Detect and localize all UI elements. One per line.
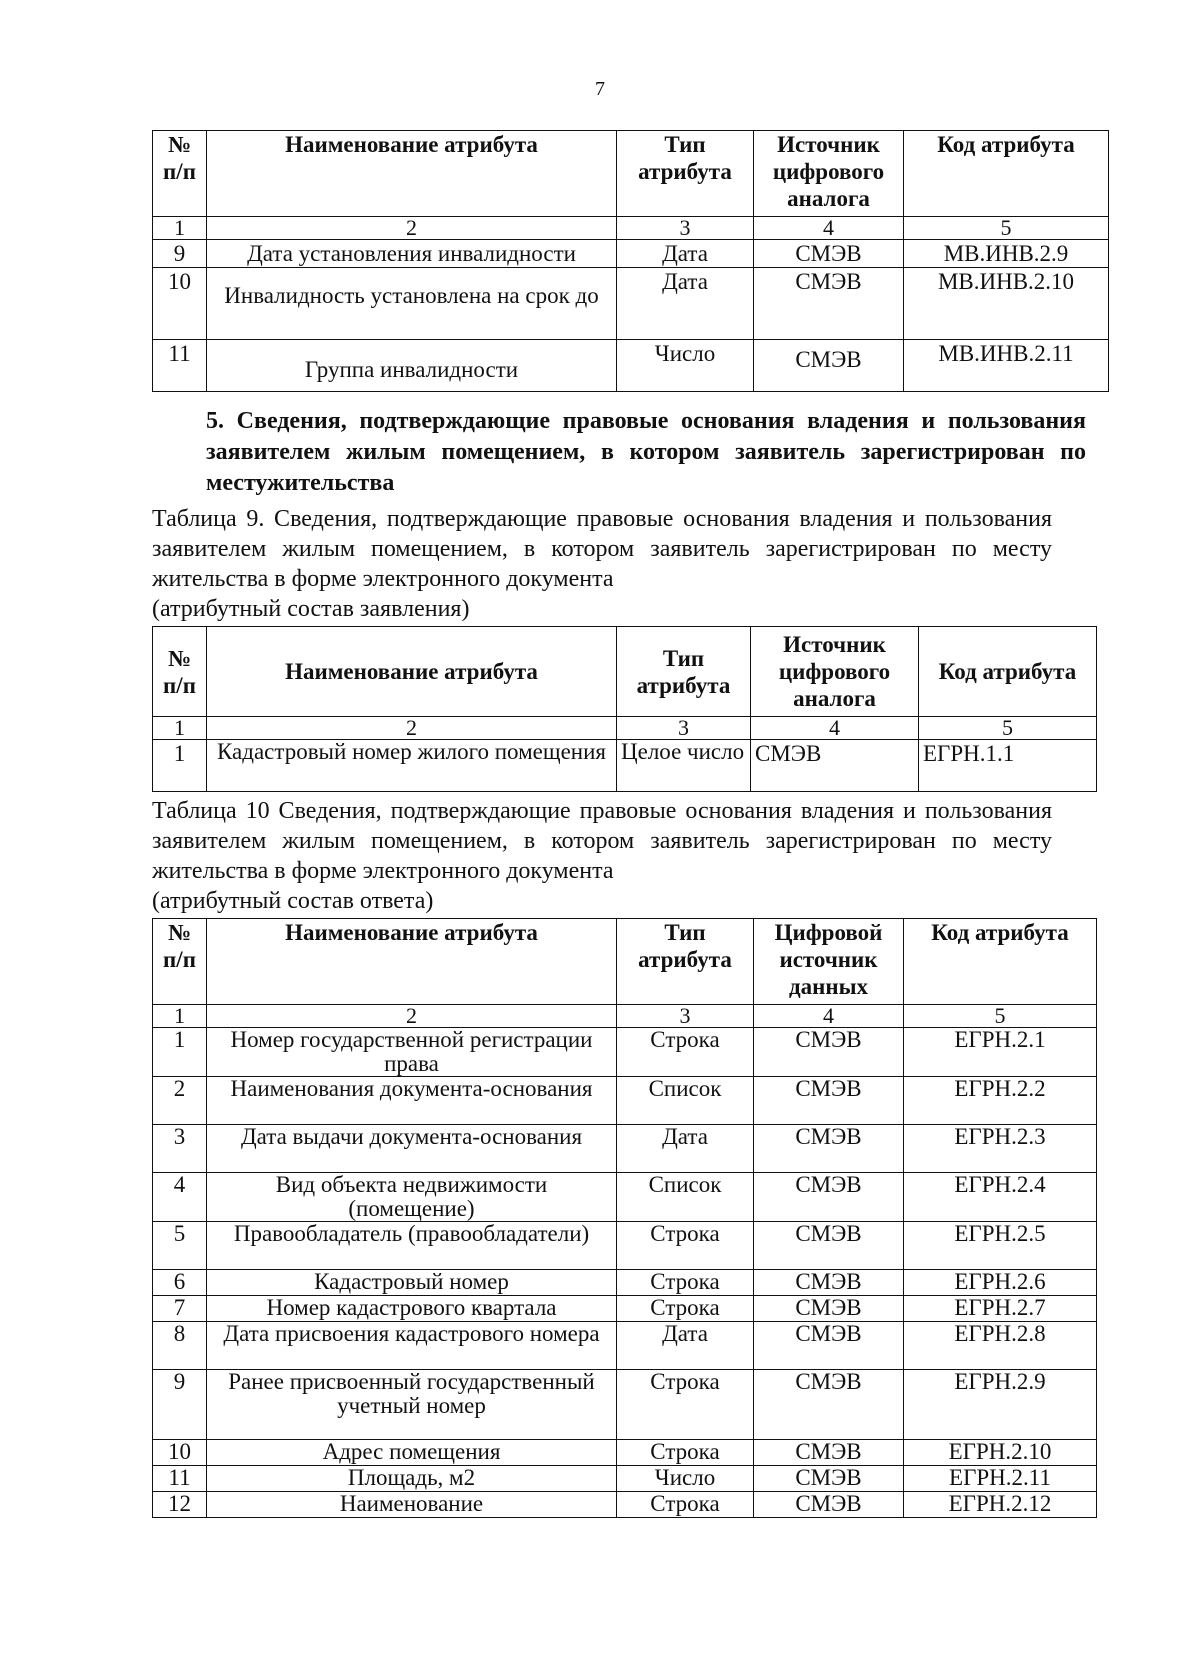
attribute-type: Число [617, 1466, 754, 1492]
table-row [153, 240, 1109, 268]
row-number: 8 [153, 1322, 207, 1370]
attribute-source: СМЭВ [754, 1270, 904, 1296]
attribute-code: ЕГРН.2.1 [904, 1028, 1097, 1077]
header-cell: Наименование атрибута [207, 627, 617, 717]
attribute-source: СМЭВ [754, 268, 904, 340]
attribute-code: ЕГРН.1.1 [919, 740, 1097, 792]
row-number: 9 [153, 1370, 207, 1440]
attribute-type: Строка [617, 1492, 754, 1518]
attribute-type: Список [617, 1173, 754, 1222]
header-cell: Цифровой источник данных [754, 919, 904, 1005]
table-row [153, 340, 1109, 392]
table-header-row [153, 131, 1109, 217]
attribute-type: Строка [617, 1222, 754, 1270]
column-number: 2 [207, 1005, 617, 1028]
attribute-source: СМЭВ [754, 1125, 904, 1173]
attribute-type: Список [617, 1077, 754, 1125]
attribute-code: МВ.ИНВ.2.9 [904, 240, 1109, 268]
attribute-source: СМЭВ [751, 740, 919, 792]
page-number: 7 [595, 78, 605, 100]
attribute-name: Номер государственной регистрации права [207, 1028, 617, 1077]
header-cell: Тип атрибута [617, 919, 754, 1005]
header-cell: № п/п [153, 919, 207, 1005]
attribute-source: СМЭВ [754, 1370, 904, 1440]
table10-body [153, 1028, 1097, 1518]
attribute-source: СМЭВ [754, 1296, 904, 1322]
row-number: 4 [153, 1173, 207, 1222]
attribute-source: СМЭВ [754, 1492, 904, 1518]
header-cell: Тип атрибута [617, 131, 754, 217]
column-number: 1 [153, 1005, 207, 1028]
attribute-source: СМЭВ [754, 1028, 904, 1077]
attribute-source: СМЭВ [754, 1466, 904, 1492]
table-row [153, 740, 1097, 792]
table-row [153, 1492, 1097, 1518]
attribute-name: Дата выдачи документа-основания [207, 1125, 617, 1173]
column-number: 4 [754, 1005, 904, 1028]
section-heading: 5. Сведения, подтверждающие правовые основания владения и пользования заявителем жилым помещением, в котором заявитель зарегистрирован по местужительства [206, 408, 1086, 496]
attribute-type: Целое число [617, 740, 751, 792]
row-number: 11 [153, 1466, 207, 1492]
attribute-source: СМЭВ [754, 240, 904, 268]
attribute-code: ЕГРН.2.5 [904, 1222, 1097, 1270]
attribute-code: ЕГРН.2.4 [904, 1173, 1097, 1222]
column-number: 5 [919, 717, 1097, 740]
header-cell: Код атрибута [919, 627, 1097, 717]
row-number: 9 [153, 240, 207, 268]
row-number: 12 [153, 1492, 207, 1518]
header-cell: Источник цифрового аналога [751, 627, 919, 717]
attribute-type: Число [617, 340, 754, 392]
attribute-type: Дата [617, 1125, 754, 1173]
column-number: 2 [207, 717, 617, 740]
column-number: 3 [617, 217, 754, 240]
attribute-name: Номер кадастрового квартала [207, 1296, 617, 1322]
header-cell: Тип атрибута [617, 627, 751, 717]
row-number: 7 [153, 1296, 207, 1322]
header-cell: Код атрибута [904, 131, 1109, 217]
attribute-source: СМЭВ [754, 1222, 904, 1270]
attribute-code: ЕГРН.2.7 [904, 1296, 1097, 1322]
attribute-name: Правообладатель (правообладатели) [207, 1222, 617, 1270]
table9-caption-tail: (атрибутный состав заявления) [152, 596, 470, 622]
table9 [152, 626, 1097, 792]
table-row [153, 1466, 1097, 1492]
column-number: 3 [617, 717, 751, 740]
attribute-name: Дата присвоения кадастрового номера [207, 1322, 617, 1370]
attribute-name: Кадастровый номер [207, 1270, 617, 1296]
table-header-row [153, 919, 1097, 1005]
attribute-source: СМЭВ [754, 1322, 904, 1370]
attribute-name: Дата установления инвалидности [207, 240, 617, 268]
attribute-type: Строка [617, 1028, 754, 1077]
disability-table [152, 130, 1109, 392]
attribute-source: СМЭВ [754, 1173, 904, 1222]
attribute-name: Вид объекта недвижимости (помещение) [207, 1173, 617, 1222]
column-number: 5 [904, 1005, 1097, 1028]
row-number: 1 [153, 740, 207, 792]
table-row [153, 268, 1109, 340]
column-number: 4 [754, 217, 904, 240]
table10-caption [152, 796, 1052, 916]
attribute-name: Наименование [207, 1492, 617, 1518]
header-cell: Наименование атрибута [207, 919, 617, 1005]
attribute-code: ЕГРН.2.6 [904, 1270, 1097, 1296]
column-number: 1 [153, 717, 207, 740]
table-row [153, 1077, 1097, 1125]
table10 [152, 918, 1097, 1518]
row-number: 6 [153, 1270, 207, 1296]
row-number: 10 [153, 1440, 207, 1466]
table-row [153, 1028, 1097, 1077]
header-cell: Наименование атрибута [207, 131, 617, 217]
header-cell: Код атрибута [904, 919, 1097, 1005]
table-row [153, 1322, 1097, 1370]
attribute-code: МВ.ИНВ.2.10 [904, 268, 1109, 340]
attribute-code: ЕГРН.2.3 [904, 1125, 1097, 1173]
attribute-source: СМЭВ [754, 1077, 904, 1125]
attribute-code: ЕГРН.2.9 [904, 1370, 1097, 1440]
row-number: 3 [153, 1125, 207, 1173]
attribute-code: ЕГРН.2.11 [904, 1466, 1097, 1492]
row-number: 1 [153, 1028, 207, 1077]
attribute-code: ЕГРН.2.2 [904, 1077, 1097, 1125]
table-row [153, 1222, 1097, 1270]
attribute-type: Строка [617, 1440, 754, 1466]
table10-caption-main: Таблица 10 Сведения, подтверждающие правовые основания владения и пользования заявителем жилым помещением, в котором заявитель зарегистрирован по месту жительства в форме электронного документа [152, 798, 1052, 884]
row-number: 5 [153, 1222, 207, 1270]
table9-caption [152, 504, 1052, 624]
column-number-row [153, 717, 1097, 740]
column-number: 5 [904, 217, 1109, 240]
attribute-name: Инвалидность установлена на срок до [207, 268, 617, 340]
attribute-code: ЕГРН.2.12 [904, 1492, 1097, 1518]
attribute-name: Группа инвалидности [207, 340, 617, 392]
table10-caption-tail: (атрибутный состав ответа) [152, 888, 434, 914]
attribute-type: Дата [617, 240, 754, 268]
attribute-code: ЕГРН.2.8 [904, 1322, 1097, 1370]
header-cell: № п/п [153, 131, 207, 217]
table9-caption-main: Таблица 9. Сведения, подтверждающие правовые основания владения и пользования заявителем жилым помещением, в котором заявитель зарегистрирован по месту жительства в форме электронного документа [152, 506, 1052, 592]
column-number-row [153, 217, 1109, 240]
table-row [153, 1440, 1097, 1466]
table-row [153, 1173, 1097, 1222]
attribute-name: Площадь, м2 [207, 1466, 617, 1492]
column-number: 3 [617, 1005, 754, 1028]
column-number: 4 [751, 717, 919, 740]
row-number: 10 [153, 268, 207, 340]
row-number: 11 [153, 340, 207, 392]
attribute-code: ЕГРН.2.10 [904, 1440, 1097, 1466]
table-row [153, 1270, 1097, 1296]
attribute-name: Кадастровый номер жилого помещения [207, 740, 617, 792]
attribute-type: Строка [617, 1370, 754, 1440]
attribute-source: СМЭВ [754, 1440, 904, 1466]
column-number: 2 [207, 217, 617, 240]
table-row [153, 1296, 1097, 1322]
table-row [153, 1370, 1097, 1440]
row-number: 2 [153, 1077, 207, 1125]
attribute-type: Дата [617, 268, 754, 340]
attribute-type: Дата [617, 1322, 754, 1370]
table-row [153, 1125, 1097, 1173]
header-cell: Источник цифрового аналога [754, 131, 904, 217]
attribute-type: Строка [617, 1296, 754, 1322]
attribute-name: Наименования документа-основания [207, 1077, 617, 1125]
column-number-row [153, 1005, 1097, 1028]
attribute-type: Строка [617, 1270, 754, 1296]
attribute-name: Ранее присвоенный государственный учетный номер [207, 1370, 617, 1440]
column-number: 1 [153, 217, 207, 240]
header-cell: № п/п [153, 627, 207, 717]
attribute-source: СМЭВ [754, 340, 904, 392]
table-header-row [153, 627, 1097, 717]
attribute-name: Адрес помещения [207, 1440, 617, 1466]
attribute-code: МВ.ИНВ.2.11 [904, 340, 1109, 392]
